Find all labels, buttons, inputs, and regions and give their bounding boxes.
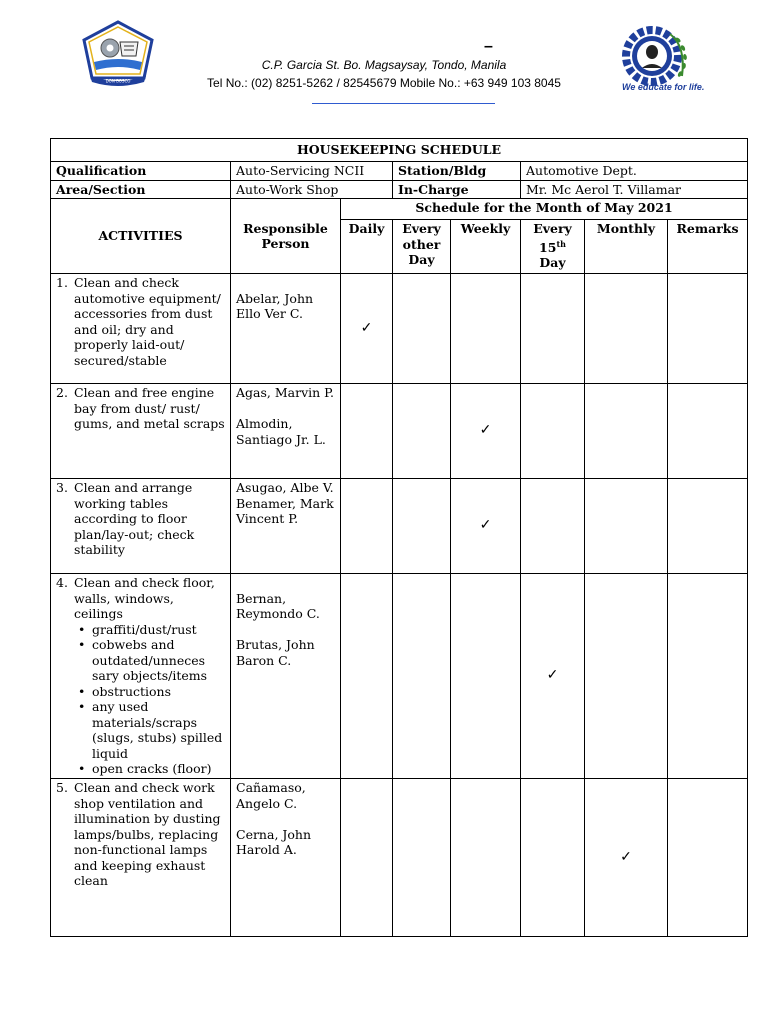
- daily-cell: [341, 479, 393, 574]
- activity-cell: 1. Clean and check automotive equipment/ accessories from dust and oil; dry and properly laid-out/ secured/stable: [51, 274, 231, 384]
- table-row: [51, 274, 748, 384]
- responsible-cell: Cañamaso, Angelo C. Cerna, John Harold A.: [231, 779, 341, 937]
- monthly-check: [585, 779, 668, 937]
- remarks-cell: [668, 574, 748, 779]
- incharge-value: Mr. Mc Aerol T. Villamar: [521, 180, 748, 199]
- every-15th-cell: [521, 479, 585, 574]
- every-other-day-cell: [393, 384, 451, 479]
- weekly-cell: [451, 574, 521, 779]
- every-15th-cell: [521, 384, 585, 479]
- monthly-cell: [585, 274, 668, 384]
- area-value: Auto-Work Shop: [231, 180, 393, 199]
- area-label: Area/Section: [51, 180, 231, 199]
- letterhead: [0, 0, 768, 120]
- daily-cell: [341, 779, 393, 937]
- check-icon: ✓: [620, 848, 632, 865]
- list-item: • any used materials/scraps (slugs, stubs) spilled liquid: [92, 699, 225, 761]
- every-other-day-cell: [393, 779, 451, 937]
- monthly-cell: [585, 384, 668, 479]
- table-row: [51, 384, 748, 479]
- daily-cell: [341, 384, 393, 479]
- activity-bullet-list: [56, 622, 225, 777]
- every-15th-cell: [521, 274, 585, 384]
- every-15th-cell: [521, 779, 585, 937]
- table-row: [51, 574, 748, 779]
- qualification-row: [51, 162, 748, 181]
- every-other-day-cell: [393, 274, 451, 384]
- list-item: • cobwebs and outdated/unneces sary objects/items: [92, 637, 225, 684]
- activity-cell: 3. Clean and arrange working tables according to floor plan/lay-out; check stability: [51, 479, 231, 574]
- every-other-day-cell: [393, 574, 451, 779]
- list-item: • graffiti/dust/rust: [92, 622, 225, 638]
- responsible-cell: Abelar, John Ello Ver C.: [231, 274, 341, 384]
- remarks-cell: [668, 384, 748, 479]
- schedule-month-header: Schedule for the Month of May 2021: [341, 199, 748, 220]
- weekly-check: [451, 479, 521, 574]
- freq-every-other-day: Every other Day: [393, 220, 451, 274]
- daily-cell: [341, 574, 393, 779]
- weekly-check: [451, 384, 521, 479]
- monthly-cell: [585, 574, 668, 779]
- remarks-cell: [668, 274, 748, 384]
- every-other-day-cell: [393, 479, 451, 574]
- freq-daily: Daily: [341, 220, 393, 274]
- daily-check: [341, 274, 393, 384]
- qualification-label: Qualification: [51, 162, 231, 181]
- freq-monthly: Monthly: [585, 220, 668, 274]
- incharge-label: In-Charge: [393, 180, 521, 199]
- activity-cell: 4. Clean and check floor, walls, windows, ceilings • graffiti/dust/rust • cobwebs and outdated/unneces sary objects/items • obstructions • any used materials/scraps (slugs, stubs) spilled liquid • open cracks (floor): [51, 574, 231, 779]
- responsible-person-header: Responsible Person: [231, 199, 341, 274]
- header-underline: [312, 103, 495, 104]
- responsible-cell: Agas, Marvin P. Almodin, Santiago Jr. L.: [231, 384, 341, 479]
- station-label: Station/Bldg: [393, 162, 521, 181]
- check-icon: ✓: [479, 422, 492, 439]
- check-icon: ✓: [546, 667, 559, 684]
- check-icon: ✓: [360, 319, 373, 336]
- remarks-cell: [668, 479, 748, 574]
- contact-numbers: Tel No.: (02) 8251-5262 / 82545679 Mobile No.: +63 949 103 8045: [207, 76, 561, 90]
- schedule-title: HOUSEKEEPING SCHEDULE: [51, 139, 748, 162]
- freq-weekly: Weekly: [451, 220, 521, 274]
- school-tagline: We educate for life.: [622, 82, 705, 92]
- responsible-cell: Bernan, Reymondo C. Brutas, John Baron C.: [231, 574, 341, 779]
- qualification-value: Auto-Servicing NCII: [231, 162, 393, 181]
- area-row: [51, 180, 748, 199]
- table-row: [51, 779, 748, 937]
- station-value: Automotive Dept.: [521, 162, 748, 181]
- school-address: C.P. Garcia St. Bo. Magsaysay, Tondo, Manila: [261, 58, 507, 72]
- every-15th-check: [521, 574, 585, 779]
- monthly-cell: [585, 479, 668, 574]
- responsible-cell: Asugao, Albe V. Benamer, Mark Vincent P.: [231, 479, 341, 574]
- schedule-header-row: [51, 199, 748, 220]
- activity-cell: 5. Clean and check work shop ventilation and illumination by dusting lamps/bulbs, replacing non-functional lamps and keeping exhaust clean: [51, 779, 231, 937]
- remarks-cell: [668, 779, 748, 937]
- check-icon: ✓: [479, 517, 492, 534]
- freq-every-15th-day: Every 15th Day: [521, 220, 585, 274]
- list-item: • obstructions: [92, 684, 225, 700]
- weekly-cell: [451, 274, 521, 384]
- activity-cell: 2. Clean and free engine bay from dust/ rust/ gums, and metal scraps: [51, 384, 231, 479]
- freq-remarks: Remarks: [668, 220, 748, 274]
- title-row: [51, 139, 748, 162]
- header-dash: –: [484, 38, 493, 55]
- weekly-cell: [451, 779, 521, 937]
- housekeeping-schedule-table: [50, 138, 748, 937]
- table-row: [51, 479, 748, 574]
- list-item: • open cracks (floor): [92, 761, 225, 777]
- activities-header: ACTIVITIES: [51, 199, 231, 274]
- emblem-ribbon-text: DON BOSCO: [105, 78, 131, 84]
